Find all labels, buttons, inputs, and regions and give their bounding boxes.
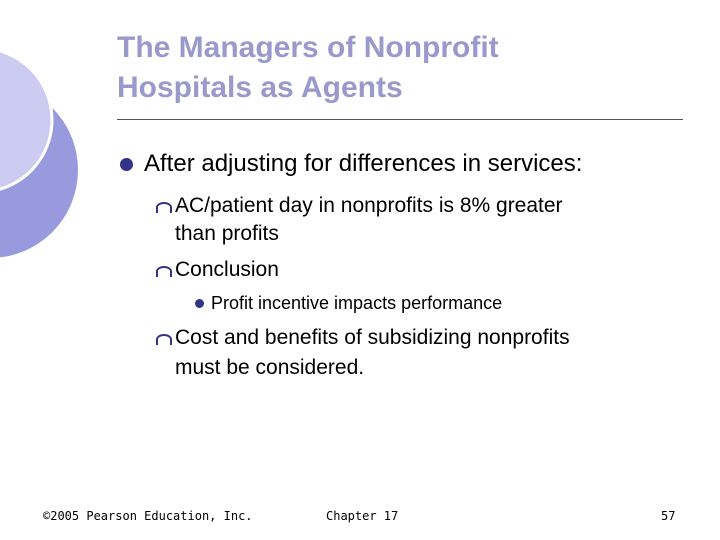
- footer-copyright: ©2005 Pearson Education, Inc.: [43, 509, 253, 523]
- slide-title: [117, 28, 697, 108]
- bullet-ring-icon: [156, 334, 172, 345]
- bullet-dot-icon: [195, 299, 204, 308]
- decorative-circles: [0, 0, 110, 300]
- subbullet-text-line2: must be considered.: [175, 356, 365, 379]
- title-line-1: The Managers of Nonprofit: [117, 31, 499, 64]
- title-divider: [117, 119, 683, 120]
- bullet-ring-icon: [156, 202, 172, 213]
- subsubbullet-text: Profit incentive impacts performance: [211, 293, 503, 313]
- subbullet-text: Conclusion: [175, 258, 279, 281]
- subbullet-ac-patient: [156, 193, 696, 249]
- title-line-2: Hospitals as Agents: [117, 71, 403, 104]
- bullet-dot-icon: [120, 158, 133, 171]
- footer-page-number: 57: [661, 509, 676, 523]
- subbullet-text-line2: than profits: [175, 222, 279, 245]
- subbullet-cost-benefits: [156, 325, 696, 381]
- subbullet-conclusion: [156, 257, 696, 285]
- footer-chapter: Chapter 17: [326, 509, 399, 523]
- subsubbullet-profit-incentive: [195, 292, 695, 316]
- subbullet-text-line1: Cost and benefits of subsidizing nonprofits: [175, 326, 570, 349]
- bullet-level1: [120, 149, 700, 181]
- bullet-text: After adjusting for differences in services:: [144, 150, 583, 177]
- bullet-ring-icon: [156, 266, 172, 277]
- subbullet-text-line1: AC/patient day in nonprofits is 8% greater: [175, 194, 563, 217]
